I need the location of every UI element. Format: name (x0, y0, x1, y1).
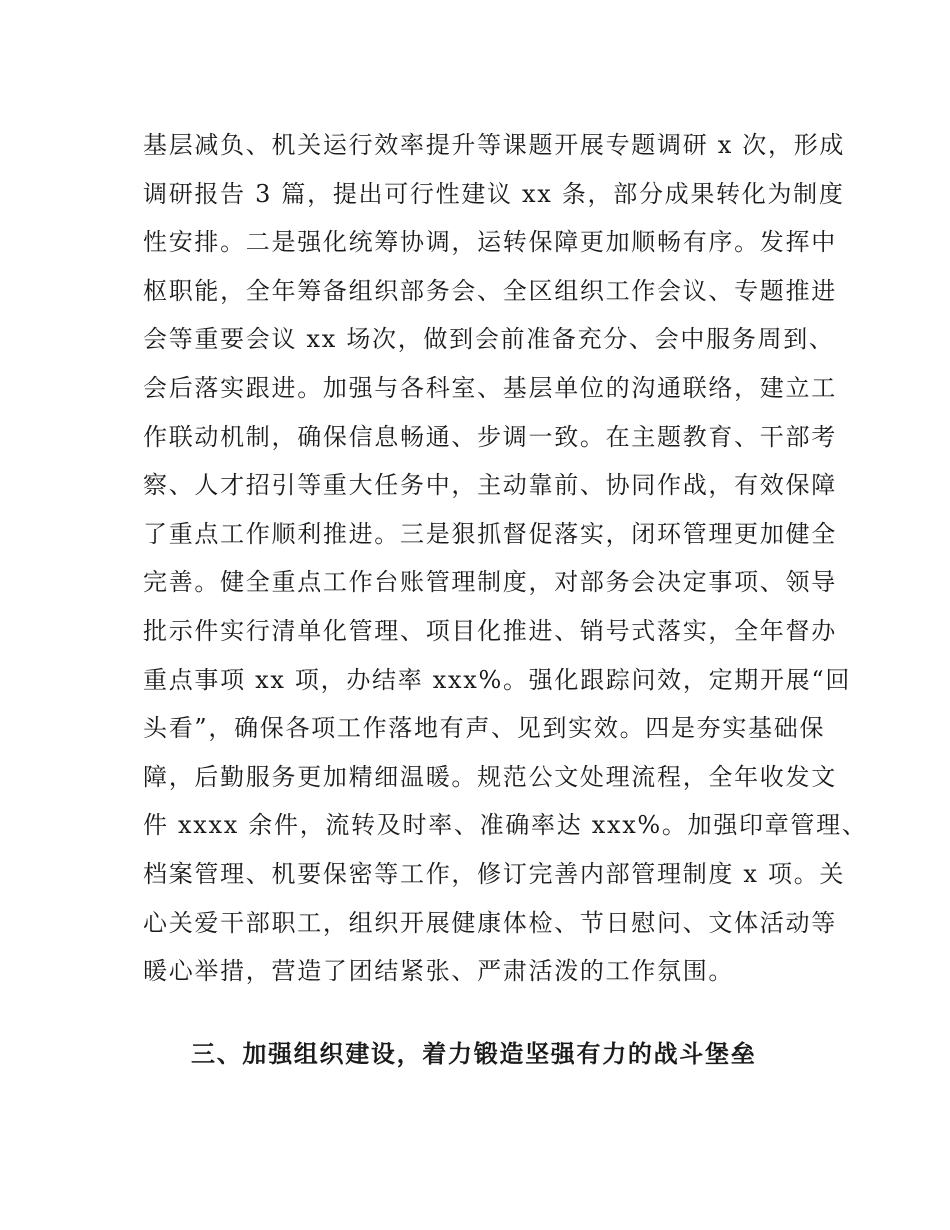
paragraph-line: 障，后勤服务更加精细温暖。规范公文处理流程，全年收发文 (143, 762, 837, 791)
paragraph-line: 枢职能，全年筹备组织部务会、全区组织工作会议、专题推进 (143, 276, 837, 305)
paragraph-line: 基层减负、机关运行效率提升等课题开展专题调研 x 次，形成 (143, 131, 846, 159)
paragraph-line: 件 xxxx 余件，流转及时率、准确率达 xxx%。加强印章管理、 (143, 811, 868, 840)
paragraph-line: 头看”，确保各项工作落地有声、见到实效。四是夯实基础保 (143, 714, 826, 743)
paragraph-line: 重点事项 xx 项，办结率 xxx%。强化跟踪问效，定期开展“回 (143, 665, 852, 694)
body-paragraph (143, 121, 868, 996)
section-heading: 三、加强组织建设，着力锻造坚强有力的战斗堡垒 (191, 1039, 757, 1068)
paragraph-line: 性安排。二是强化统筹协调，运转保障更加顺畅有序。发挥中 (143, 228, 837, 257)
paragraph-line: 会后落实跟进。加强与各科室、基层单位的沟通联络，建立工 (143, 373, 837, 402)
paragraph-line: 作联动机制，确保信息畅通、步调一致。在主题教育、干部考 (143, 422, 837, 451)
paragraph-line: 档案管理、机要保密等工作，修订完善内部管理制度 x 项。关 (143, 859, 846, 888)
paragraph-line: 心关爱干部职工，组织开展健康体检、节日慰问、文体活动等 (143, 908, 837, 937)
paragraph-line: 调研报告 3 篇，提出可行性建议 xx 条，部分成果转化为制度 (143, 179, 845, 208)
paragraph-line: 暖心举措，营造了团结紧张、严肃活泼的工作氛围。 (143, 957, 735, 986)
paragraph-line: 批示件实行清单化管理、项目化推进、销号式落实，全年督办 (143, 616, 837, 645)
paragraph-line: 完善。健全重点工作台账管理制度，对部务会决定事项、领导 (143, 568, 837, 597)
paragraph-line: 了重点工作顺利推进。三是狠抓督促落实，闭环管理更加健全 (143, 519, 837, 548)
paragraph-line: 会等重要会议 xx 场次，做到会前准备充分、会中服务周到、 (143, 325, 835, 354)
paragraph-line: 察、人才招引等重大任务中，主动靠前、协同作战，有效保障 (143, 471, 837, 500)
